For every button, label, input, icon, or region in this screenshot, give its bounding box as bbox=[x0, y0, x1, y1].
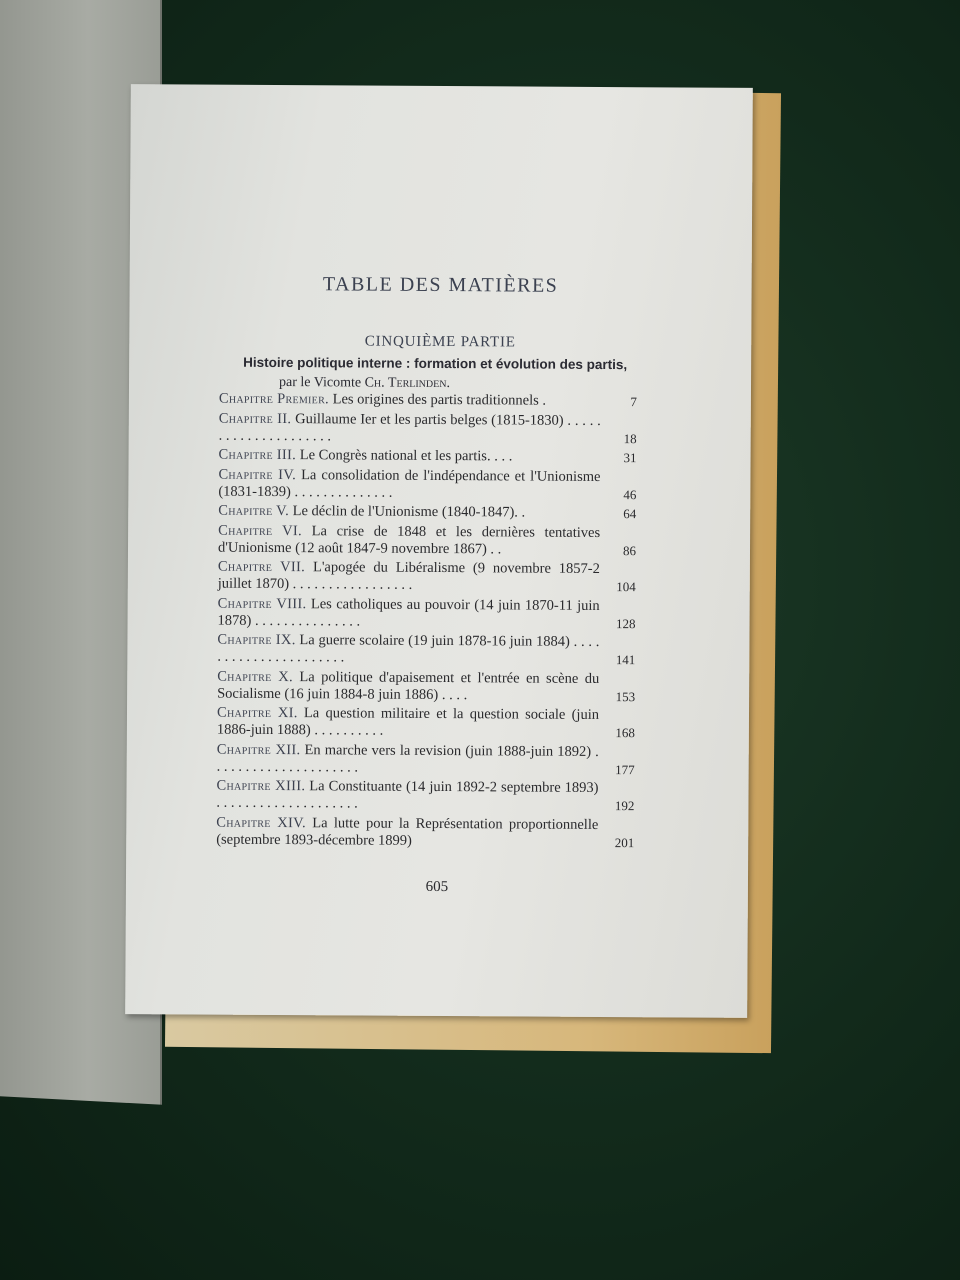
toc-entry bbox=[217, 668, 636, 705]
page-number: 46 bbox=[623, 486, 637, 502]
chapter-title: Les catholiques au pouvoir (14 juin 1870-11 juin 1878) . . . . . . . . . . . . . . . bbox=[217, 595, 600, 630]
part-subject: Histoire politique interne : formation et évolution des partis, bbox=[243, 354, 628, 373]
page-number: 153 bbox=[615, 688, 636, 704]
page-number: 7 bbox=[630, 394, 637, 410]
toc-entry bbox=[218, 390, 637, 411]
chapter-head: Chapitre XII. bbox=[216, 741, 301, 758]
chapter-title: La guerre scolaire (19 juin 1878-16 juin 1884) . . . . . . . . . . . . . . . . . . . . . . bbox=[217, 632, 600, 666]
toc-entry bbox=[217, 631, 636, 669]
chapter-head: Chapitre III. bbox=[218, 446, 297, 464]
page-number: 168 bbox=[615, 725, 635, 741]
page-title: TABLE DES MATIÈRES bbox=[322, 273, 559, 297]
toc-entry bbox=[217, 522, 637, 559]
page-number: 31 bbox=[623, 450, 637, 466]
chapter-head: Chapitre X. bbox=[217, 668, 293, 685]
toc-entry bbox=[216, 814, 635, 851]
book-page bbox=[125, 84, 753, 1018]
page-number: 104 bbox=[616, 579, 636, 595]
page-number: 128 bbox=[616, 615, 636, 631]
chapter-title: La question militaire et la question sociale (juin 1886-juin 1888) . . . . . . . . . . bbox=[216, 705, 600, 739]
page-number: 141 bbox=[615, 652, 636, 668]
toc-entry bbox=[218, 466, 637, 503]
toc-entry bbox=[218, 410, 637, 447]
folio: 605 bbox=[425, 878, 449, 896]
chapter-head: Chapitre VI. bbox=[218, 522, 303, 539]
author-line bbox=[279, 375, 450, 392]
chapter-title: La consolidation de l'indépendance et l'Unionisme (1831-1839) . . . . . . . . . . . . . . bbox=[218, 466, 601, 501]
toc-entry bbox=[218, 502, 637, 523]
chapter-title: Les origines des partis traditionnels . bbox=[332, 391, 547, 409]
chapter-title: La crise de 1848 et les dernières tentatives d'Unionisme (12 août 1847-9 novembre 1867) . . bbox=[217, 522, 601, 557]
page-number: 64 bbox=[623, 506, 637, 522]
chapter-head: Chapitre XIV. bbox=[216, 814, 307, 831]
part-heading: CINQUIÈME PARTIE bbox=[364, 333, 516, 351]
toc-entry bbox=[216, 741, 635, 778]
chapter-head: Chapitre V. bbox=[218, 502, 290, 520]
page-number: 18 bbox=[623, 430, 637, 446]
chapter-head: Chapitre IV. bbox=[218, 466, 297, 483]
chapter-title: La lutte pour la Représentation proportionnelle (septembre 1893-décembre 1899) bbox=[216, 814, 599, 849]
chapter-title: La politique d'apaisement et l'entrée en scène du Socialisme (16 juin 1884-8 juin 1886) . . . . bbox=[217, 668, 600, 703]
chapter-head: Chapitre IX. bbox=[217, 631, 296, 649]
chapter-title: Guillaume Ier et les partis belges (1815-1830) . . . . . . . . . . . . . . . . . . . . . bbox=[218, 410, 601, 444]
author-prefix: par le Vicomte bbox=[278, 375, 362, 391]
toc-entry bbox=[216, 777, 635, 815]
page-number: 86 bbox=[622, 542, 637, 558]
chapter-head: Chapitre XIII. bbox=[216, 777, 306, 795]
toc-entry bbox=[217, 558, 636, 596]
page-number: 192 bbox=[614, 798, 635, 814]
toc-entry bbox=[217, 595, 636, 632]
chapter-title: La Constituante (14 juin 1892-2 septembre 1893) . . . . . . . . . . . . . . . . . . . . bbox=[216, 778, 599, 812]
chapter-title: L'apogée du Libéralisme (9 novembre 1857-2 juillet 1870) . . . . . . . . . . . . . . . . . bbox=[217, 559, 600, 593]
chapter-head: Chapitre VII. bbox=[217, 558, 306, 576]
toc-entry bbox=[218, 446, 637, 467]
page-number: 177 bbox=[615, 761, 635, 777]
toc-list bbox=[216, 390, 637, 854]
chapter-head: Chapitre II. bbox=[218, 410, 292, 427]
chapter-head: Chapitre VIII. bbox=[217, 595, 307, 612]
chapter-head: Chapitre Premier. bbox=[218, 390, 330, 408]
chapter-title: En marche vers la revision (juin 1888-juin 1892) . . . . . . . . . . . . . . . . . . . . . bbox=[216, 741, 599, 776]
chapter-title: Le Congrès national et les partis. . . . bbox=[299, 447, 513, 465]
chapter-title: Le déclin de l'Unionisme (1840-1847). . bbox=[292, 503, 526, 521]
chapter-head: Chapitre XI. bbox=[216, 704, 298, 722]
author-name: Ch. Terlinden. bbox=[364, 375, 451, 392]
page-number: 201 bbox=[614, 834, 635, 850]
toc-entry bbox=[216, 704, 635, 742]
